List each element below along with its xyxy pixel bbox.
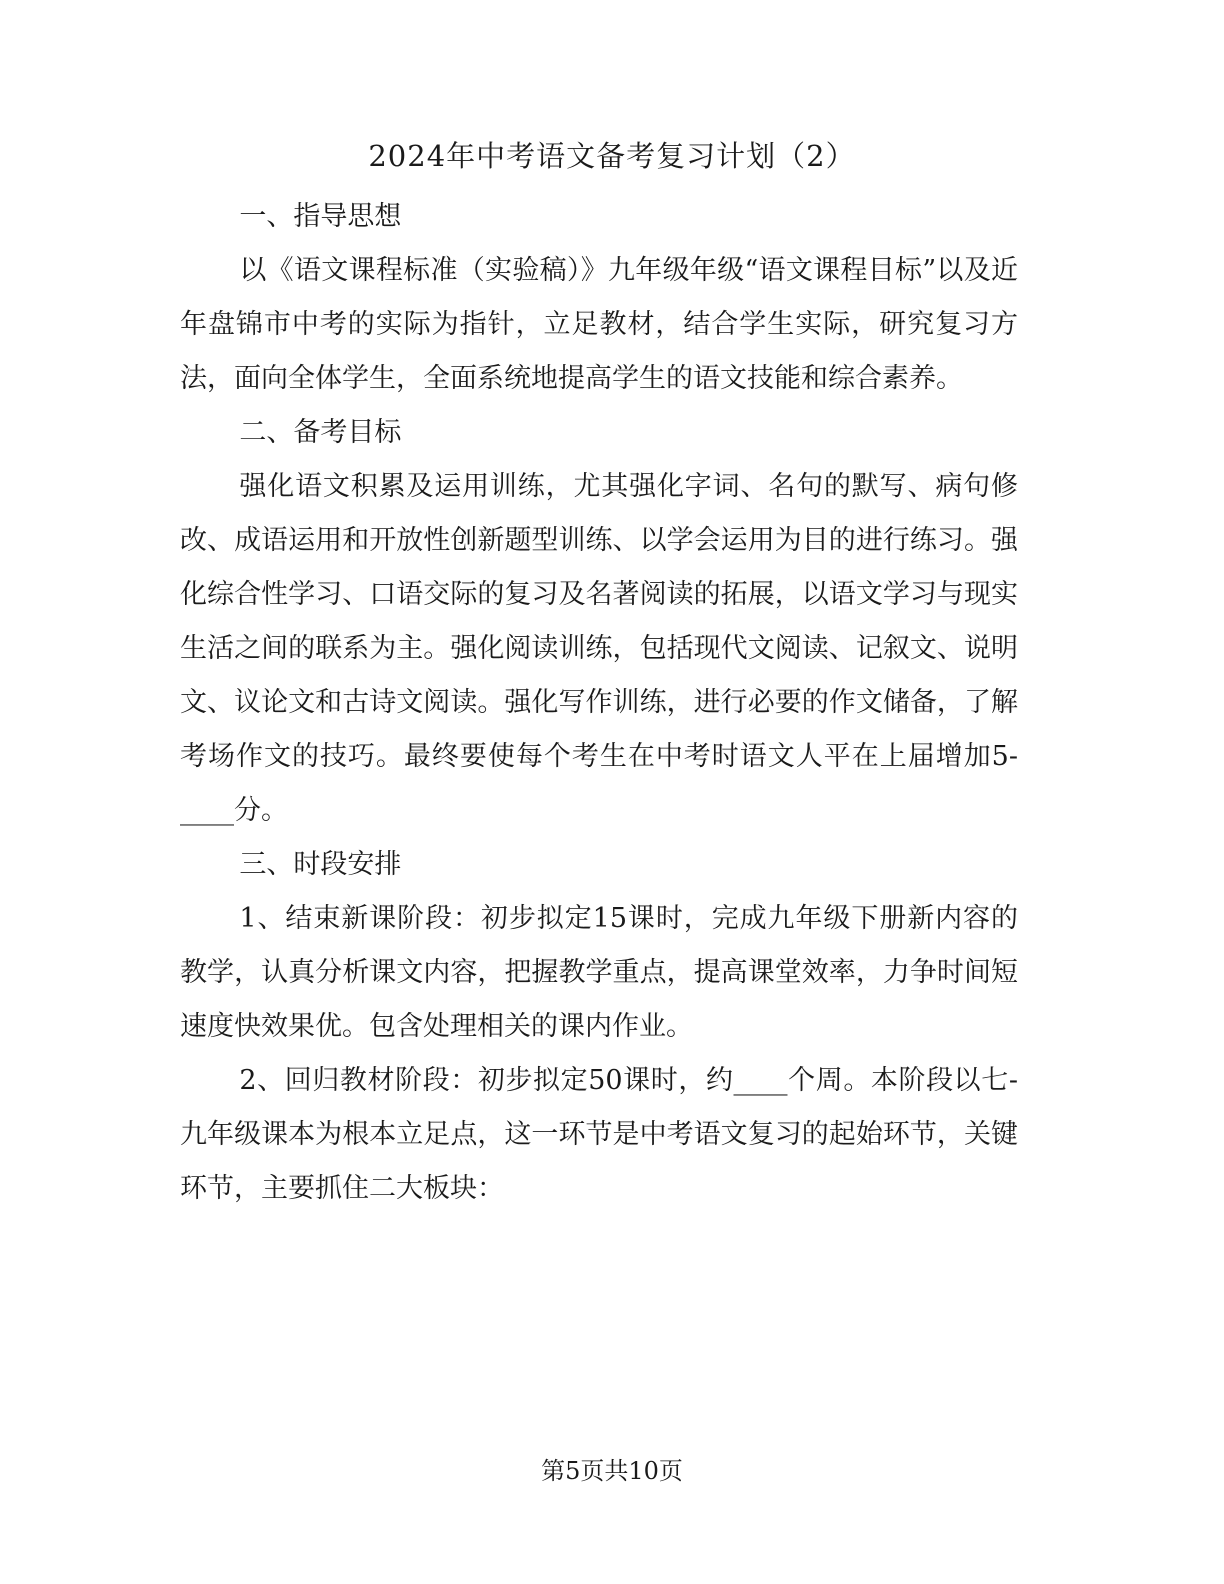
page-number-footer: 第5页共10页 (541, 1457, 683, 1485)
document-title: 2024年中考语文备考复习计划（2） (368, 139, 856, 173)
paragraph-schedule-stage-1: 1、结束新课阶段：初步拟定15课时，完成九年级下册新内容的教学，认真分析课文内容，把握教学重点，提高课堂效率，力争时间短速度快效果优。包含处理相关的课内作业。 (180, 903, 1018, 1042)
paragraph-exam-goals: 强化语文积累及运用训练，尤其强化字词、名句的默写、病句修改、成语运用和开放性创新题型训练、以学会运用为目的进行练习。强化综合性学习、口语交际的复习及名著阅读的拓展，以语文学习与现实生活之间的联系为主。强化阅读训练，包括现代文阅读、记叙文、说明文、议论文和古诗文阅读。强化写作训练，进行必要的作文储备，了解考场作文的技巧。最终要使每个考生在中考时语文人平在上届增加5-____分。 (180, 471, 1018, 826)
section-heading-schedule: 三、时段安排 (239, 849, 402, 880)
section-heading-exam-goals: 二、备考目标 (239, 417, 402, 448)
paragraph-schedule-stage-2: 2、回归教材阶段：初步拟定50课时，约____个周。本阶段以七-九年级课本为根本立足点，这一环节是中考语文复习的起始环节，关键环节，主要抓住二大板块： (180, 1065, 1018, 1204)
paragraph-guiding-ideology: 以《语文课程标准（实验稿）》九年级年级“语文课程目标”以及近年盘锦市中考的实际为指针，立足教材，结合学生实际，研究复习方法，面向全体学生，全面系统地提高学生的语文技能和综合素养。 (180, 255, 1018, 394)
section-heading-guiding-ideology: 一、指导思想 (239, 201, 402, 232)
document-body (180, 190, 1018, 1216)
